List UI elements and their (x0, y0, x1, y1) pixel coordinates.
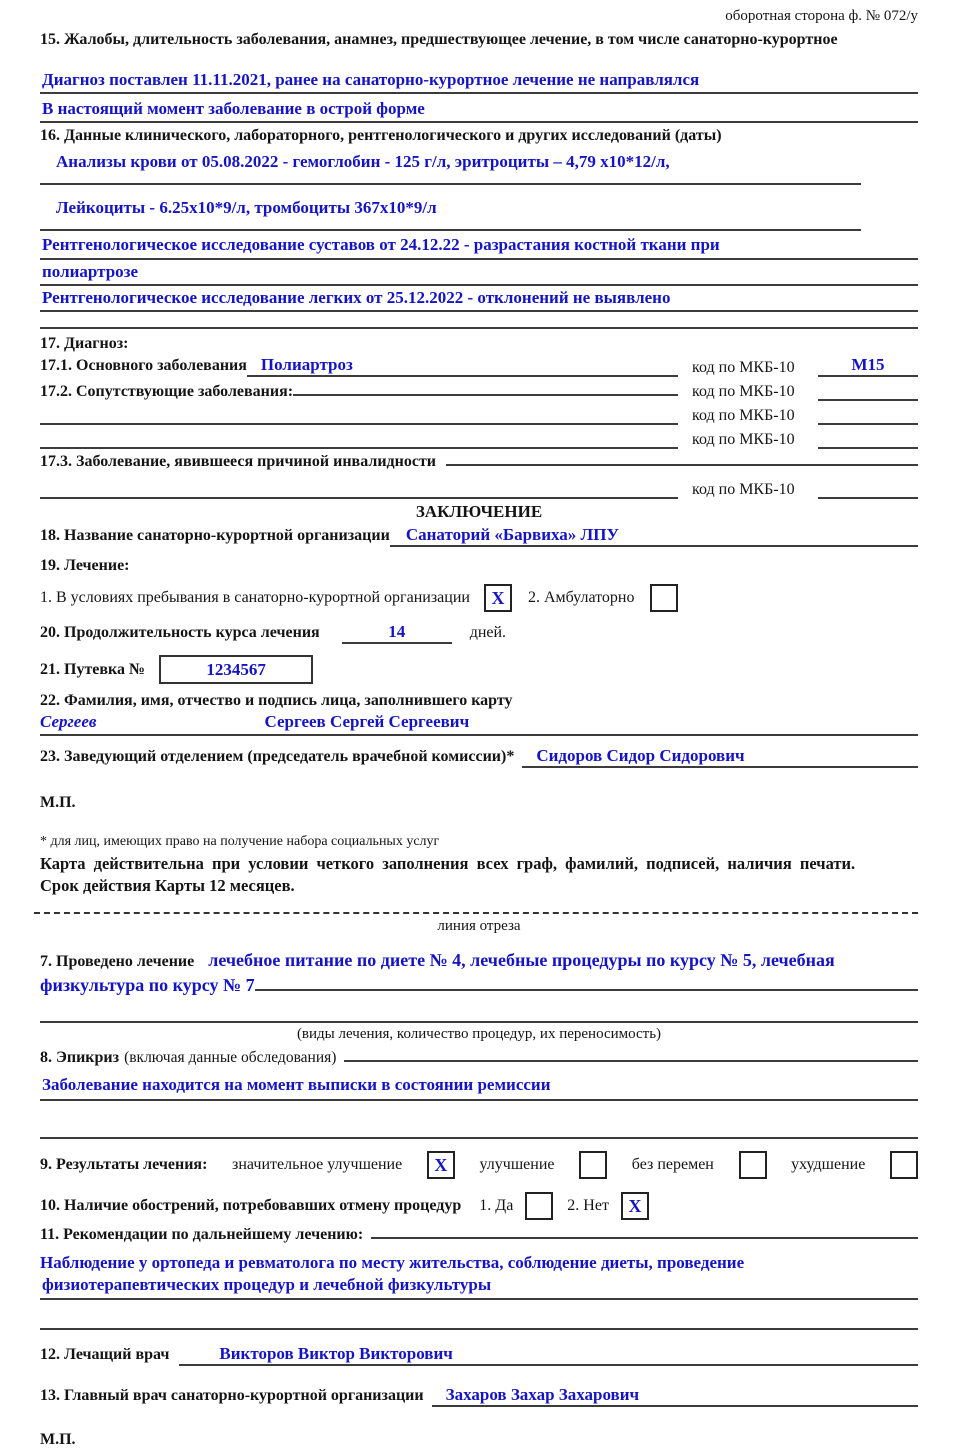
epicrisis-field-start[interactable] (344, 1060, 918, 1062)
exacerbations-no-label: 2. Нет (567, 1197, 609, 1214)
epicrisis-empty-line[interactable] (40, 1101, 918, 1139)
course-duration-field[interactable]: 14 (342, 622, 452, 644)
comorbidity-label: 17.2. Сопутствующие заболевания: (40, 383, 294, 400)
cut-line-label: линия отреза (437, 918, 521, 934)
epicrisis-label: 8. Эпикриз (40, 1049, 120, 1066)
treatment-performed-filler-line[interactable] (255, 989, 918, 991)
treatment-performed-line2[interactable]: физкультура по курсу № 7 (40, 975, 255, 995)
row-epicrisis (40, 1049, 918, 1073)
attending-doctor-label: 12. Лечащий врач (40, 1346, 170, 1363)
validity-note-1: Карта действительна при условии четкого заполнения всех граф, фамилий, подписей, наличия печати. (40, 854, 856, 873)
disability-field-2[interactable] (40, 497, 678, 499)
row-filler-name (40, 712, 918, 736)
mkb-code-field-1[interactable]: М15 (818, 355, 918, 377)
result-option-2-label: улучшение (479, 1156, 555, 1173)
row-comorbidity-2 (40, 403, 918, 425)
row-voucher (40, 655, 918, 684)
field-anamnesis-line2[interactable]: В настоящий момент заболевание в острой форме (40, 99, 918, 123)
exacerbations-no-checkbox[interactable]: X (621, 1192, 649, 1220)
section-15-label: 15. Жалобы, длительность заболевания, анамнез, предшествующее лечение, в том числе санаторно-курортное (40, 31, 838, 48)
treatment-empty-line[interactable] (40, 1001, 918, 1023)
exacerbations-label: 10. Наличие обострений, потребовавших отмену процедур (40, 1197, 462, 1214)
field-blood-test-line1[interactable]: Анализы крови от 05.08.2022 - гемоглобин - 125 г/л, эритроциты – 4,79 х10*12/л, (40, 145, 861, 185)
row-sanatorium-name (40, 525, 918, 549)
field-blood-test-line2[interactable]: Лейкоциты - 6.25х10*9/л, тромбоциты 367х10*9/л (40, 185, 861, 231)
voucher-label: 21. Путевка № (40, 660, 146, 678)
treatment-option2-checkbox[interactable] (650, 584, 678, 612)
row-course-duration (40, 622, 918, 646)
mkb-label-3: код по МКБ-10 (692, 407, 795, 424)
conclusion-title: ЗАКЛЮЧЕНИЕ (415, 502, 543, 521)
section-16-label: 16. Данные клинического, лабораторного, рентгенологического и других исследований (даты) (40, 127, 722, 144)
treatment-performed-label: 7. Проведено лечение (40, 953, 195, 970)
row-comorbidity-3 (40, 427, 918, 449)
section-22-label: 22. Фамилия, имя, отчество и подпись лица, заполнившего карту (40, 692, 513, 709)
recommendations-empty-line[interactable] (40, 1300, 918, 1330)
disability-disease-label: 17.3. Заболевание, явившееся причиной инвалидности (40, 453, 437, 470)
epicrisis-value[interactable]: Заболевание находится на момент выписки в состоянии ремиссии (40, 1075, 918, 1101)
department-head-field[interactable]: Сидоров Сидор Сидорович (522, 746, 918, 768)
result-option-1-label: значительное улучшение (232, 1156, 403, 1173)
result-option-4-label: ухудшение (791, 1156, 866, 1173)
treatment-option2-label: 2. Амбулаторно (527, 589, 635, 606)
row-attending-doctor (40, 1344, 918, 1368)
row-department-head (40, 746, 918, 770)
treatment-performed-line1[interactable]: лечебное питание по диете № 4, лечебные процедуры по курсу № 5, лечебная (208, 950, 835, 970)
sanatorium-name-label: 18. Название санаторно-курортной организации (40, 527, 390, 544)
course-duration-suffix: дней. (469, 624, 507, 641)
field-xray-lungs[interactable]: Рентгенологическое исследование легких от 25.12.2022 - отклонений не выявлено (40, 286, 918, 312)
row-comorbidity-1 (40, 379, 918, 401)
cut-line (34, 912, 918, 914)
treatment-option1-label: 1. В условиях пребывания в санаторно-курортной организации (40, 589, 470, 606)
exacerbations-yes-checkbox[interactable] (525, 1192, 553, 1220)
mkb-label-2: код по МКБ-10 (692, 383, 795, 400)
field-xray-joints-line1[interactable]: Рентгенологическое исследование суставов от 24.12.22 - разрастания костной ткани при (40, 235, 918, 260)
comorbidity-field-3[interactable] (40, 447, 678, 449)
result-option-4-checkbox[interactable] (890, 1151, 918, 1179)
filler-name-field[interactable]: Сергеев Сергей Сергеевич (264, 712, 470, 731)
chief-doctor-label: 13. Главный врач санаторно-курортной организации (40, 1387, 424, 1404)
sanatorium-name-field[interactable]: Санаторий «Барвиха» ЛПУ (390, 525, 918, 547)
field-xray-joints-line2[interactable]: полиартрозе (40, 260, 918, 286)
mkb-label-4: код по МКБ-10 (692, 431, 795, 448)
row-disability-code (40, 477, 918, 499)
row-treatment-performed (40, 950, 918, 971)
disability-disease-field[interactable] (446, 464, 918, 466)
result-option-1-checkbox[interactable]: X (427, 1151, 455, 1179)
main-diagnosis-field[interactable]: Полиартроз (247, 355, 678, 377)
attending-doctor-field[interactable]: Викторов Виктор Викторович (179, 1344, 918, 1366)
field-anamnesis-line1[interactable]: Диагноз поставлен 11.11.2021, ранее на санаторно-курортное лечение не направлялся (40, 70, 918, 94)
course-duration-label: 20. Продолжительность курса лечения (40, 624, 320, 641)
main-diagnosis-label: 17.1. Основного заболевания (40, 357, 247, 374)
mkb-code-field-5[interactable] (818, 497, 918, 499)
corner-note: оборотная сторона ф. № 072/у (725, 8, 918, 24)
stamp-mark-2: М.П. (40, 1431, 76, 1448)
row-disability-disease (40, 453, 918, 475)
recommendations-label: 11. Рекомендации по дальнейшему лечению: (40, 1226, 364, 1243)
empty-research-line[interactable] (40, 312, 918, 329)
voucher-number-field[interactable]: 1234567 (159, 655, 313, 684)
row-treatment-type (40, 584, 918, 612)
row-treatment-results (40, 1151, 918, 1179)
treatment-option1-checkbox[interactable]: X (484, 584, 512, 612)
epicrisis-label-note: (включая данные обследования) (124, 1049, 337, 1066)
mkb-label-5: код по МКБ-10 (692, 481, 795, 498)
section-19-label: 19. Лечение: (40, 557, 130, 574)
mkb-label-1: код по МКБ-10 (692, 359, 795, 376)
exacerbations-yes-label: 1. Да (479, 1197, 514, 1214)
row-main-diagnosis (40, 355, 918, 377)
chief-doctor-field[interactable]: Захаров Захар Захарович (432, 1385, 918, 1407)
result-option-3-label: без перемен (631, 1156, 714, 1173)
row-exacerbations (40, 1192, 918, 1220)
row-chief-doctor (40, 1385, 918, 1409)
mkb-code-field-2[interactable] (818, 399, 918, 401)
row-treatment-performed-2 (40, 975, 918, 1001)
result-option-3-checkbox[interactable] (739, 1151, 767, 1179)
department-head-label: 23. Заведующий отделением (председатель врачебной комиссии)* (40, 748, 515, 765)
result-option-2-checkbox[interactable] (579, 1151, 607, 1179)
treatment-results-label: 9. Результаты лечения: (40, 1156, 208, 1173)
validity-note-2: Срок действия Карты 12 месяцев. (40, 876, 295, 895)
footnote-social-services: * для лиц, имеющих право на получение набора социальных услуг (40, 834, 440, 849)
comorbidity-field-1[interactable] (293, 394, 678, 396)
treatment-caption: (виды лечения, количество процедур, их переносимость) (296, 1026, 662, 1042)
mkb-code-field-3[interactable] (818, 423, 918, 425)
row-recommendations (40, 1226, 918, 1250)
section-17-label: 17. Диагноз: (40, 335, 129, 352)
stamp-mark-1: М.П. (40, 794, 76, 811)
recommendations-field-start[interactable] (371, 1237, 918, 1239)
comorbidity-field-2[interactable] (40, 423, 678, 425)
recommendations-line2[interactable]: физиотерапевтических процедур и лечебной физкультуры (40, 1273, 918, 1300)
filler-signature[interactable]: Сергеев (40, 712, 97, 731)
recommendations-line1[interactable]: Наблюдение у ортопеда и ревматолога по месту жительства, соблюдение диеты, проведение (40, 1253, 745, 1272)
mkb-code-field-4[interactable] (818, 447, 918, 449)
